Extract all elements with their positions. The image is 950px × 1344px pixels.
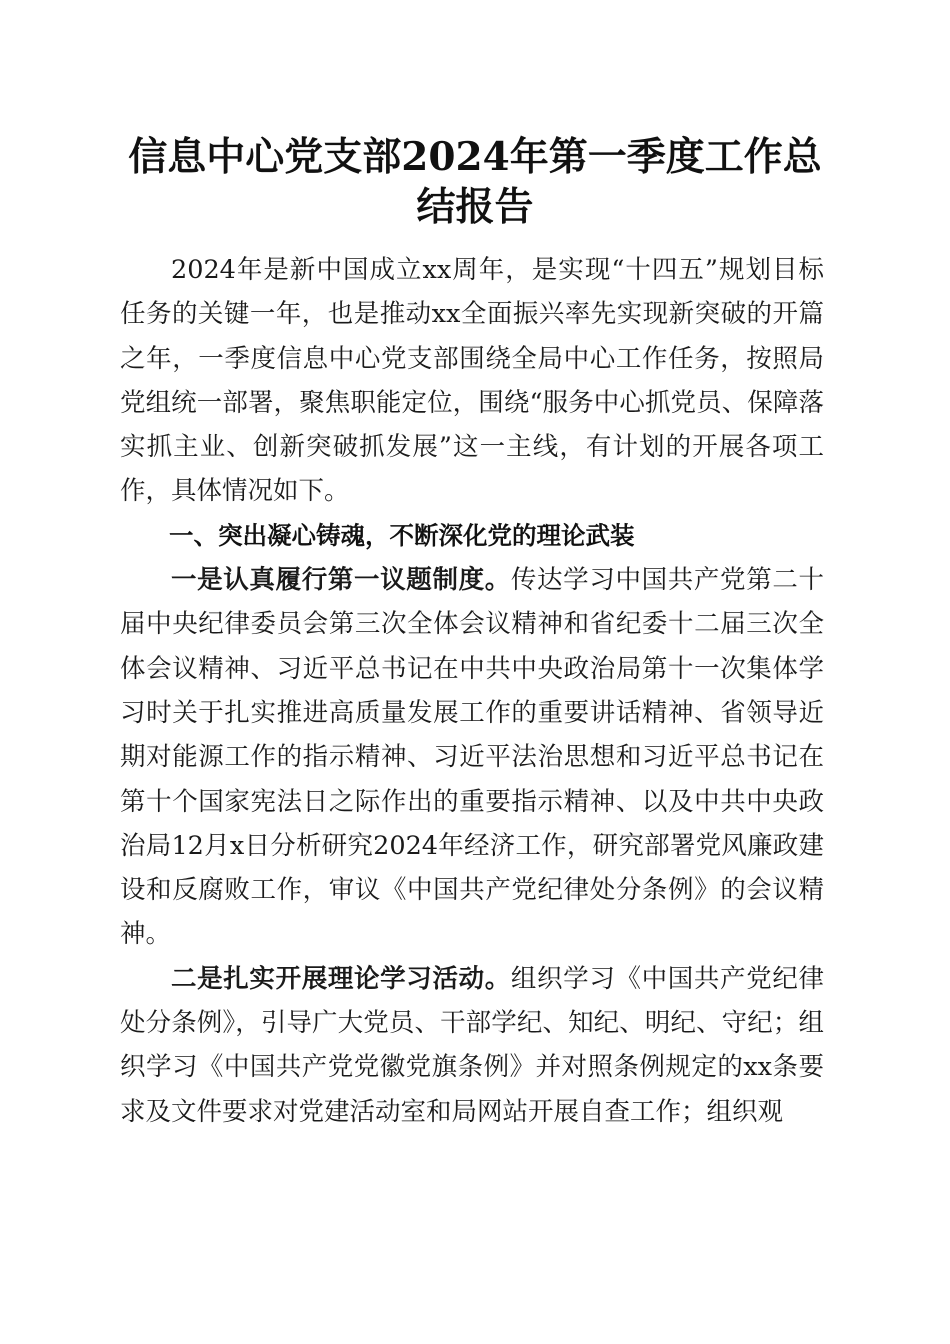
paragraph-lead-1: 一是认真履行第一议题制度。 xyxy=(171,565,511,596)
document-body xyxy=(120,248,824,1134)
paragraph-text-1: 传达学习中国共产党第二十届中央纪律委员会第三次全体会议精神和省纪委十二届三次全体会议精神、习近平总书记在中共中央政治局第十一次集体学习时关于扎实推进高质量发展工作的重要讲话精神、省领导近期对能源工作的指示精神、习近平法治思想和习近平总书记在第十个国家宪法日之际作出的重要指示精神、以及中共中央政治局12月x日分析研究2024年经济工作，研究部署党风廉政建设和反腐败工作，审议《中国共产党纪律处分条例》的会议精神。 xyxy=(120,565,824,950)
intro-paragraph: 2024年是新中国成立xx周年，是实现“十四五”规划目标任务的关键一年，也是推动xx全面振兴率先实现新突破的开篇之年，一季度信息中心党支部围绕全局中心工作任务，按照局党组统一部署，聚焦职能定位，围绕“服务中心抓党员、保障落实抓主业、创新突破抓发展”这一主线，有计划的开展各项工作，具体情况如下。 xyxy=(120,255,824,507)
section-heading-1: 一、突出凝心铸魂，不断深化党的理论武装 xyxy=(169,520,635,550)
section1-paragraph-1 xyxy=(120,558,824,957)
section1-paragraph-2 xyxy=(120,957,824,1134)
paragraph-text-2: 组织学习《中国共产党纪律处分条例》，引导广大党员、干部学纪、知纪、明纪、守纪；组织学习《中国共产党党徽党旗条例》并对照条例规定的xx条要求及文件要求对党建活动室和局网站开展自查工作；组织观 xyxy=(120,963,824,1127)
document-title: 信息中心党支部2024年第一季度工作总结报告 xyxy=(128,134,822,230)
paragraph-lead-2: 二是扎实开展理论学习活动。 xyxy=(171,963,511,994)
